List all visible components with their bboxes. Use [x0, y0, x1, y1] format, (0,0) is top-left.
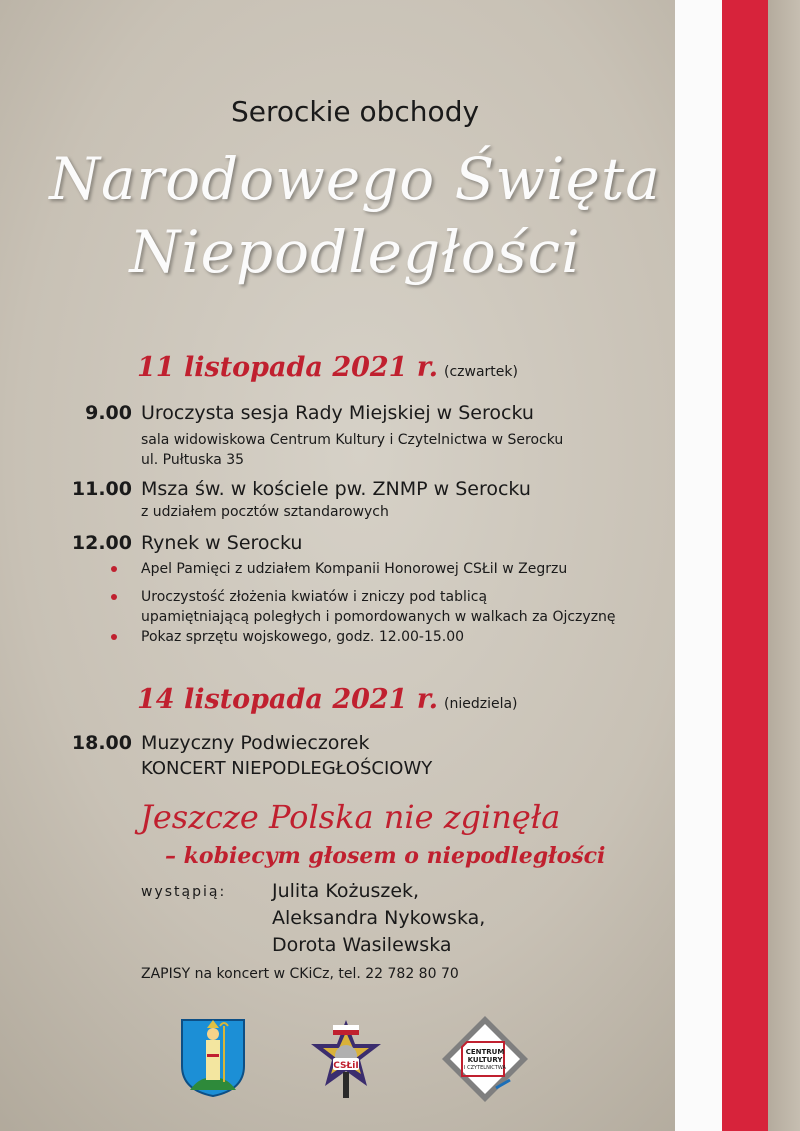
concert-label: KONCERT NIEPODLEGŁOŚCIOWY — [141, 758, 433, 779]
bullet-dot — [111, 594, 117, 600]
ckicz-logo — [440, 1014, 530, 1104]
day1-date — [137, 352, 518, 383]
event-title: Msza św. w kościele pw. ZNMP w Serocku — [141, 478, 531, 500]
bullet-text: Uroczystość złożenia kwiatów i zniczy pod tablicą — [141, 589, 488, 605]
flag-red-stripe — [722, 0, 768, 1131]
csli-emblem-logo — [303, 1016, 389, 1102]
day2-date — [137, 684, 518, 715]
performers-label: wystąpią: — [141, 884, 227, 900]
event-title: Muzyczny Podwieczorek — [141, 732, 370, 754]
performer: Dorota Wasilewska — [272, 934, 452, 956]
event-time: 12.00 — [71, 532, 132, 554]
event-detail: sala widowiskowa Centrum Kultury i Czytelnictwa w Serocku — [141, 432, 564, 448]
bullet-dot — [111, 634, 117, 640]
day1-date-text: 11 listopada 2021 r. — [137, 352, 439, 383]
poster-title-line1: Narodowego Święta — [49, 145, 661, 213]
ckicz-logo-line2: KULTURY — [467, 1056, 503, 1064]
ckicz-logo-line1: CENTRUM — [465, 1048, 505, 1056]
day1-weekday: (czwartek) — [444, 364, 518, 380]
event-title: Rynek w Serocku — [141, 532, 303, 554]
event-time: 18.00 — [71, 732, 132, 754]
concert-title: Jeszcze Polska nie zginęła — [140, 798, 561, 836]
day2-date-text: 14 listopada 2021 r. — [137, 684, 439, 715]
paper-edge — [768, 0, 800, 1131]
poster-title-line2: Niepodległości — [129, 218, 581, 286]
poster-subtitle: Serockie obchody — [230, 95, 480, 128]
bullet-dot — [111, 566, 117, 572]
bullet-text: upamiętniającą poległych i pomordowanych w walkach za Ojczyznę — [141, 609, 616, 625]
bullet-text: Pokaz sprzętu wojskowego, godz. 12.00-15.00 — [141, 629, 465, 645]
serock-coat-of-arms-logo — [180, 1018, 246, 1098]
ckicz-logo-line3: I CZYTELNICTWA — [464, 1065, 506, 1071]
csli-logo-text: CSŁiI — [333, 1061, 359, 1071]
event-title: Uroczysta sesja Rady Miejskiej w Serocku — [141, 402, 534, 424]
performer: Julita Kożuszek, — [272, 880, 420, 902]
event-detail: z udziałem pocztów sztandarowych — [141, 504, 389, 520]
registration-info: ZAPISY na koncert w CKiCz, tel. 22 782 80 70 — [141, 966, 459, 982]
event-detail: ul. Pułtuska 35 — [141, 452, 245, 468]
performer: Aleksandra Nykowska, — [272, 907, 486, 929]
event-time: 9.00 — [85, 402, 132, 424]
day2-weekday: (niedziela) — [444, 696, 518, 712]
event-time: 11.00 — [71, 478, 132, 500]
concert-subtitle: – kobiecym głosem o niepodległości — [165, 843, 606, 869]
bullet-text: Apel Pamięci z udziałem Kompanii Honorowej CSŁiI w Zegrzu — [141, 561, 568, 577]
